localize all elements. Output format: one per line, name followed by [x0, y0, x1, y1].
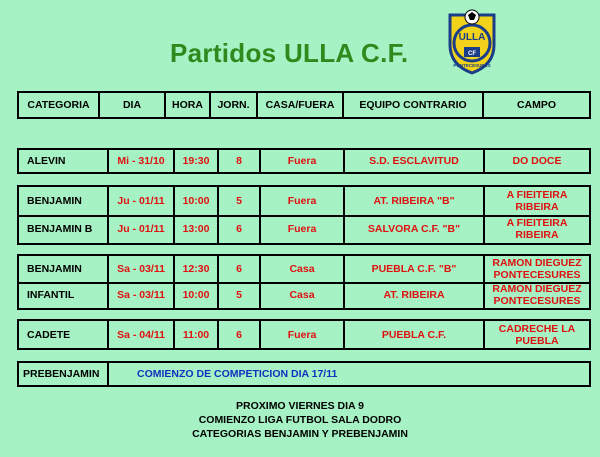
match-home-away: Casa	[259, 282, 343, 308]
match-opponent: PUEBLA C.F. "B"	[343, 256, 483, 282]
match-day: Sa - 03/11	[107, 282, 173, 308]
svg-text:ULLA: ULLA	[458, 32, 486, 43]
footer-line-1: PROXIMO VIERNES DIA 9	[236, 400, 364, 412]
match-category: CADETE	[27, 328, 71, 341]
match-opponent: PUEBLA C.F.	[343, 321, 483, 348]
match-opponent: SALVORA C.F. "B"	[343, 215, 483, 243]
match-round: 6	[217, 215, 259, 243]
header-dia: DIA	[98, 93, 164, 117]
svg-text:PONTECESURES: PONTECESURES	[453, 63, 491, 68]
match-venue: CADRECHE LA PUEBLA	[483, 321, 589, 348]
prebenjamin-row	[17, 361, 591, 387]
match-home-away: Fuera	[259, 321, 343, 348]
match-category: BENJAMIN	[27, 195, 82, 207]
match-time: 13:00	[173, 215, 217, 243]
match-opponent: S.D. ESCLAVITUD	[343, 150, 483, 172]
match-row-alevin	[17, 148, 591, 174]
match-day: Sa - 03/11	[107, 256, 173, 282]
match-venue: DO DOCE	[483, 150, 589, 172]
match-category: BENJAMIN B	[27, 223, 93, 235]
match-day: Sa - 04/11	[107, 321, 173, 348]
footer-line-3: CATEGORIAS BENJAMIN Y PREBENJAMIN	[192, 428, 408, 440]
match-category: INFANTIL	[27, 289, 75, 301]
header-hora: HORA	[164, 93, 209, 117]
footer-line-2: COMIENZO LIGA FUTBOL SALA DODRO	[198, 414, 402, 426]
match-time: 11:00	[173, 321, 217, 348]
header-jornada: JORN.	[209, 93, 256, 117]
match-home-away: Fuera	[259, 150, 343, 172]
header-categoria: CATEGORIA	[27, 99, 90, 111]
match-venue: A FIEITEIRA RIBEIRA	[483, 187, 589, 215]
match-round: 8	[217, 150, 259, 172]
match-round: 6	[217, 256, 259, 282]
match-row-cadete	[17, 319, 591, 350]
page-title: Partidos ULLA C.F.	[170, 38, 409, 68]
header-row	[17, 91, 591, 119]
match-category: BENJAMIN	[27, 263, 82, 275]
match-home-away: Casa	[259, 256, 343, 282]
match-day: Ju - 01/11	[107, 187, 173, 215]
match-round: 5	[217, 187, 259, 215]
match-round: 5	[217, 282, 259, 308]
match-time: 10:00	[173, 282, 217, 308]
match-venue: RAMON DIEGUEZ PONTECESURES	[483, 256, 589, 282]
match-time: 19:30	[173, 150, 217, 172]
club-crest-icon	[444, 7, 500, 77]
header-casa-fuera: CASA/FUERA	[256, 93, 342, 117]
svg-text:CF: CF	[468, 51, 476, 57]
match-time: 12:30	[173, 256, 217, 282]
match-group-saturday	[17, 254, 591, 310]
match-home-away: Fuera	[259, 215, 343, 243]
match-opponent: AT. RIBEIRA "B"	[343, 187, 483, 215]
prebenjamin-note: COMIENZO DE COMPETICION DIA 17/11	[107, 363, 589, 385]
match-round: 6	[217, 321, 259, 348]
match-home-away: Fuera	[259, 187, 343, 215]
match-venue: RAMON DIEGUEZ PONTECESURES	[483, 282, 589, 308]
match-group-benjamin	[17, 185, 591, 245]
header-campo: CAMPO	[482, 93, 589, 117]
match-time: 10:00	[173, 187, 217, 215]
match-venue: A FIEITEIRA RIBEIRA	[483, 215, 589, 243]
match-day: Mi - 31/10	[107, 150, 173, 172]
header-equipo: EQUIPO CONTRARIO	[342, 93, 482, 117]
prebenjamin-category: PREBENJAMIN	[23, 368, 100, 380]
match-opponent: AT. RIBEIRA	[343, 282, 483, 308]
match-day: Ju - 01/11	[107, 215, 173, 243]
match-category: ALEVIN	[27, 155, 66, 167]
